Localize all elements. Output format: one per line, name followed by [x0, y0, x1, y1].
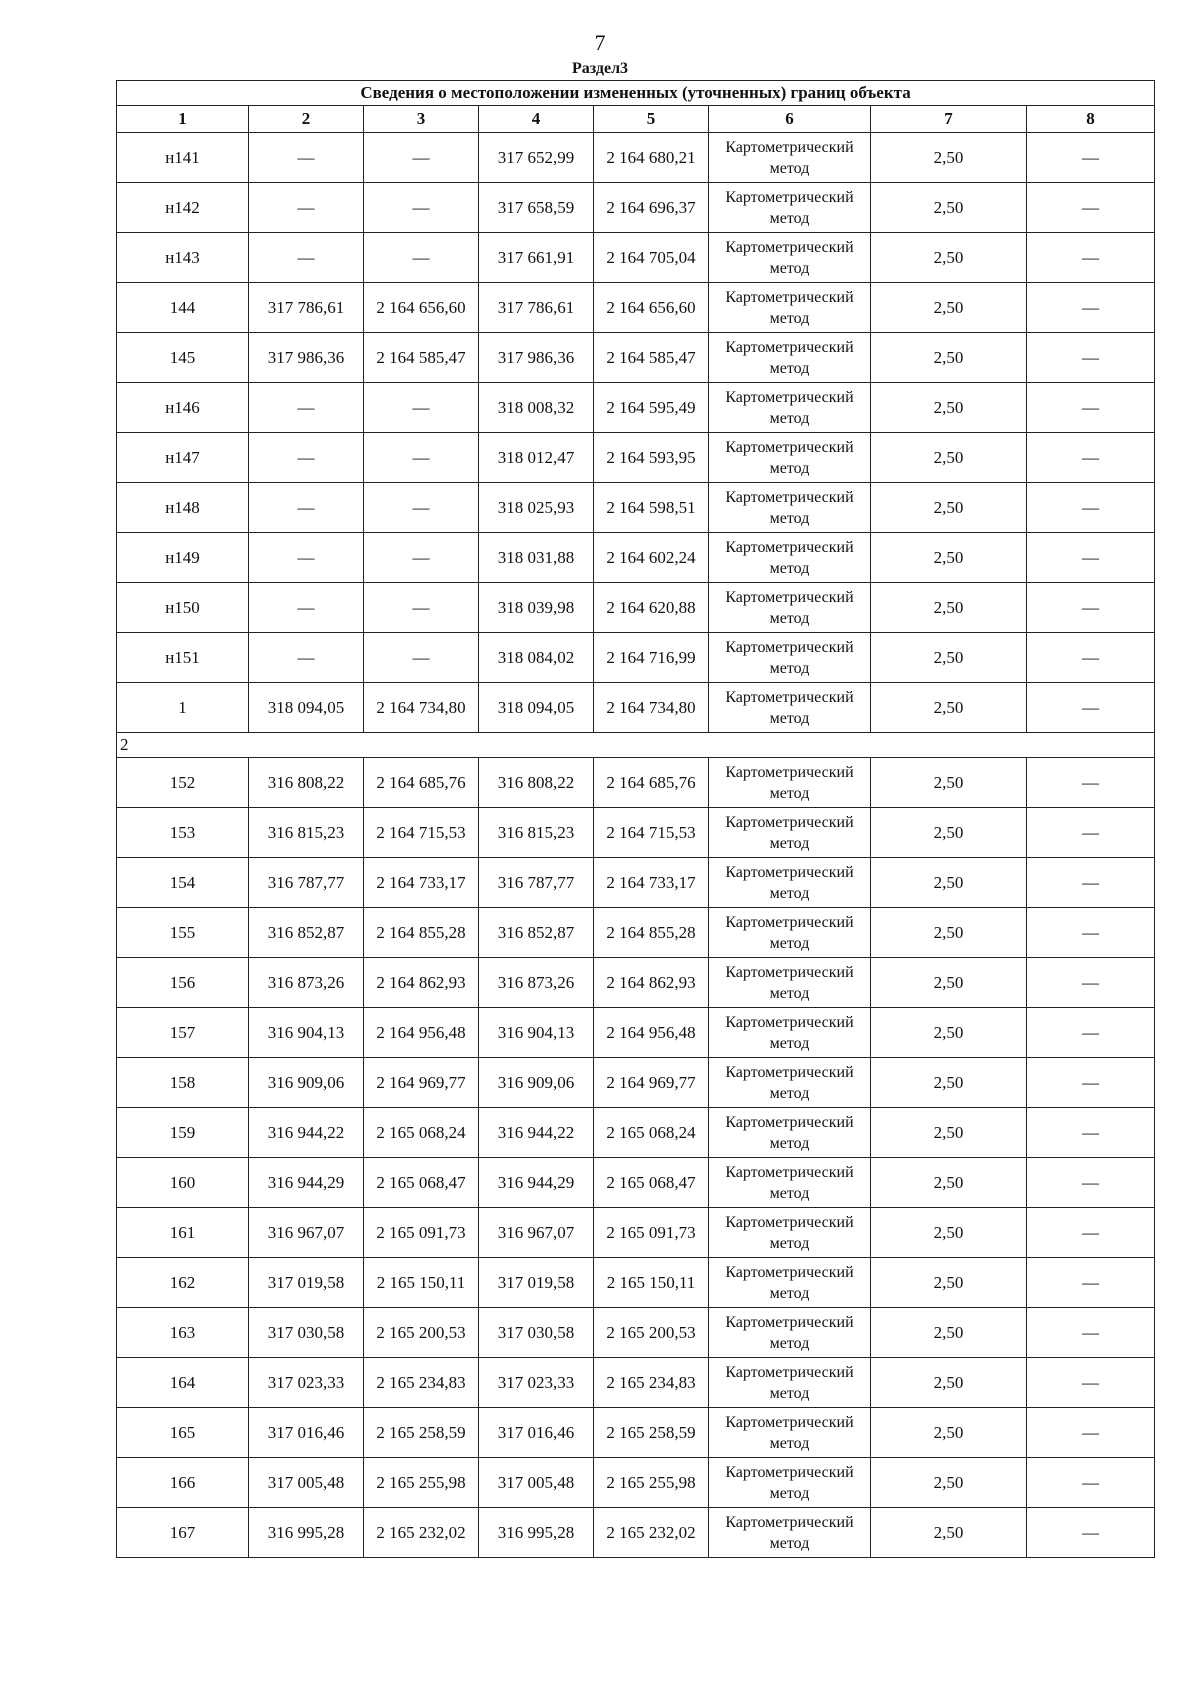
old-x-cell: 316 909,06: [249, 1058, 364, 1108]
description-cell: —: [1027, 533, 1155, 583]
method-cell: Картометрический метод: [709, 533, 871, 583]
method-cell: Картометрический метод: [709, 1008, 871, 1058]
new-x-cell: 316 815,23: [479, 808, 594, 858]
point-number-cell: 160: [117, 1158, 249, 1208]
method-cell: Картометрический метод: [709, 1458, 871, 1508]
description-cell: —: [1027, 1158, 1155, 1208]
method-cell: Картометрический метод: [709, 183, 871, 233]
point-number-cell: 1: [117, 683, 249, 733]
table-row: [117, 183, 1155, 233]
old-y-cell: 2 164 862,93: [364, 958, 479, 1008]
new-y-cell: 2 164 598,51: [594, 483, 709, 533]
method-cell: Картометрический метод: [709, 1358, 871, 1408]
table-row: [117, 1158, 1155, 1208]
description-cell: —: [1027, 1308, 1155, 1358]
table-row: [117, 333, 1155, 383]
group-separator-row: [117, 733, 1155, 758]
new-x-cell: 317 786,61: [479, 283, 594, 333]
method-cell: Картометрический метод: [709, 1058, 871, 1108]
point-number-cell: н142: [117, 183, 249, 233]
precision-cell: 2,50: [871, 1108, 1027, 1158]
table-row: [117, 1508, 1155, 1558]
old-x-cell: —: [249, 383, 364, 433]
method-cell: Картометрический метод: [709, 1208, 871, 1258]
table-row: [117, 858, 1155, 908]
old-x-cell: 316 904,13: [249, 1008, 364, 1058]
old-y-cell: 2 164 733,17: [364, 858, 479, 908]
description-cell: —: [1027, 1408, 1155, 1458]
description-cell: —: [1027, 1108, 1155, 1158]
precision-cell: 2,50: [871, 683, 1027, 733]
new-x-cell: 316 995,28: [479, 1508, 594, 1558]
description-cell: —: [1027, 1208, 1155, 1258]
old-y-cell: 2 165 068,47: [364, 1158, 479, 1208]
description-cell: —: [1027, 633, 1155, 683]
description-cell: —: [1027, 483, 1155, 533]
new-x-cell: 318 025,93: [479, 483, 594, 533]
table-row: [117, 1208, 1155, 1258]
old-x-cell: 317 016,46: [249, 1408, 364, 1458]
method-cell: Картометрический метод: [709, 958, 871, 1008]
precision-cell: 2,50: [871, 1308, 1027, 1358]
new-x-cell: 317 016,46: [479, 1408, 594, 1458]
precision-cell: 2,50: [871, 1508, 1027, 1558]
point-number-cell: н149: [117, 533, 249, 583]
table-row: [117, 633, 1155, 683]
precision-cell: 2,50: [871, 133, 1027, 183]
description-cell: —: [1027, 683, 1155, 733]
old-y-cell: 2 164 685,76: [364, 758, 479, 808]
table-row: [117, 383, 1155, 433]
old-x-cell: 316 873,26: [249, 958, 364, 1008]
old-x-cell: 318 094,05: [249, 683, 364, 733]
table-row: [117, 433, 1155, 483]
boundary-coordinates-table: [116, 80, 1155, 1558]
precision-cell: 2,50: [871, 583, 1027, 633]
new-x-cell: 316 967,07: [479, 1208, 594, 1258]
old-y-cell: 2 165 232,02: [364, 1508, 479, 1558]
old-y-cell: 2 165 234,83: [364, 1358, 479, 1408]
table-row: [117, 758, 1155, 808]
old-y-cell: 2 165 200,53: [364, 1308, 479, 1358]
new-y-cell: 2 164 862,93: [594, 958, 709, 1008]
description-cell: —: [1027, 583, 1155, 633]
old-y-cell: —: [364, 383, 479, 433]
precision-cell: 2,50: [871, 383, 1027, 433]
new-x-cell: 318 008,32: [479, 383, 594, 433]
point-number-cell: 154: [117, 858, 249, 908]
new-y-cell: 2 164 656,60: [594, 283, 709, 333]
description-cell: —: [1027, 908, 1155, 958]
method-cell: Картометрический метод: [709, 683, 871, 733]
precision-cell: 2,50: [871, 1208, 1027, 1258]
point-number-cell: н141: [117, 133, 249, 183]
point-number-cell: н143: [117, 233, 249, 283]
precision-cell: 2,50: [871, 1158, 1027, 1208]
precision-cell: 2,50: [871, 433, 1027, 483]
old-x-cell: 317 786,61: [249, 283, 364, 333]
description-cell: —: [1027, 233, 1155, 283]
new-x-cell: 316 944,22: [479, 1108, 594, 1158]
description-cell: —: [1027, 133, 1155, 183]
precision-cell: 2,50: [871, 958, 1027, 1008]
new-y-cell: 2 164 696,37: [594, 183, 709, 233]
point-number-cell: 162: [117, 1258, 249, 1308]
precision-cell: 2,50: [871, 1008, 1027, 1058]
new-y-cell: 2 164 969,77: [594, 1058, 709, 1108]
precision-cell: 2,50: [871, 333, 1027, 383]
old-x-cell: 316 967,07: [249, 1208, 364, 1258]
new-y-cell: 2 165 068,24: [594, 1108, 709, 1158]
description-cell: —: [1027, 1008, 1155, 1058]
precision-cell: 2,50: [871, 1058, 1027, 1108]
method-cell: Картометрический метод: [709, 1408, 871, 1458]
precision-cell: 2,50: [871, 1358, 1027, 1408]
old-y-cell: 2 165 150,11: [364, 1258, 479, 1308]
old-y-cell: —: [364, 133, 479, 183]
method-cell: Картометрический метод: [709, 808, 871, 858]
point-number-cell: 144: [117, 283, 249, 333]
description-cell: —: [1027, 758, 1155, 808]
old-x-cell: —: [249, 533, 364, 583]
new-y-cell: 2 164 733,17: [594, 858, 709, 908]
precision-cell: 2,50: [871, 908, 1027, 958]
method-cell: Картометрический метод: [709, 283, 871, 333]
table-row: [117, 133, 1155, 183]
old-x-cell: —: [249, 483, 364, 533]
old-y-cell: 2 164 855,28: [364, 908, 479, 958]
page-number: 7: [594, 30, 606, 55]
new-y-cell: 2 164 680,21: [594, 133, 709, 183]
precision-cell: 2,50: [871, 283, 1027, 333]
precision-cell: 2,50: [871, 183, 1027, 233]
new-x-cell: 316 808,22: [479, 758, 594, 808]
point-number-cell: 157: [117, 1008, 249, 1058]
point-number-cell: н148: [117, 483, 249, 533]
precision-cell: 2,50: [871, 533, 1027, 583]
new-y-cell: 2 165 255,98: [594, 1458, 709, 1508]
precision-cell: 2,50: [871, 1258, 1027, 1308]
description-cell: —: [1027, 858, 1155, 908]
new-x-cell: 318 031,88: [479, 533, 594, 583]
description-cell: —: [1027, 183, 1155, 233]
table-row: [117, 808, 1155, 858]
column-number: 6: [709, 106, 871, 133]
column-number: 4: [479, 106, 594, 133]
point-number-cell: 159: [117, 1108, 249, 1158]
old-x-cell: 317 986,36: [249, 333, 364, 383]
new-y-cell: 2 164 855,28: [594, 908, 709, 958]
new-x-cell: 318 039,98: [479, 583, 594, 633]
new-x-cell: 317 030,58: [479, 1308, 594, 1358]
old-x-cell: —: [249, 633, 364, 683]
new-y-cell: 2 164 685,76: [594, 758, 709, 808]
new-y-cell: 2 165 150,11: [594, 1258, 709, 1308]
new-y-cell: 2 165 068,47: [594, 1158, 709, 1208]
point-number-cell: 152: [117, 758, 249, 808]
new-x-cell: 317 658,59: [479, 183, 594, 233]
new-x-cell: 318 094,05: [479, 683, 594, 733]
new-x-cell: 317 652,99: [479, 133, 594, 183]
method-cell: Картометрический метод: [709, 908, 871, 958]
method-cell: Картометрический метод: [709, 633, 871, 683]
precision-cell: 2,50: [871, 858, 1027, 908]
old-y-cell: 2 164 956,48: [364, 1008, 479, 1058]
point-number-cell: 155: [117, 908, 249, 958]
method-cell: Картометрический метод: [709, 233, 871, 283]
table-row: [117, 283, 1155, 333]
description-cell: —: [1027, 433, 1155, 483]
old-x-cell: 317 030,58: [249, 1308, 364, 1358]
new-x-cell: 317 023,33: [479, 1358, 594, 1408]
point-number-cell: н146: [117, 383, 249, 433]
table-row: [117, 1008, 1155, 1058]
description-cell: —: [1027, 1258, 1155, 1308]
new-x-cell: 316 873,26: [479, 958, 594, 1008]
old-x-cell: —: [249, 433, 364, 483]
method-cell: Картометрический метод: [709, 383, 871, 433]
precision-cell: 2,50: [871, 758, 1027, 808]
new-y-cell: 2 164 620,88: [594, 583, 709, 633]
old-x-cell: 316 815,23: [249, 808, 364, 858]
table-row: [117, 483, 1155, 533]
point-number-cell: 163: [117, 1308, 249, 1358]
new-x-cell: 318 012,47: [479, 433, 594, 483]
method-cell: Картометрический метод: [709, 758, 871, 808]
precision-cell: 2,50: [871, 1458, 1027, 1508]
old-y-cell: —: [364, 533, 479, 583]
new-y-cell: 2 165 232,02: [594, 1508, 709, 1558]
point-number-cell: 166: [117, 1458, 249, 1508]
new-y-cell: 2 164 602,24: [594, 533, 709, 583]
old-y-cell: —: [364, 483, 479, 533]
table-body: [117, 133, 1155, 1558]
description-cell: —: [1027, 1358, 1155, 1408]
column-number: 5: [594, 106, 709, 133]
method-cell: Картометрический метод: [709, 1258, 871, 1308]
column-number: 8: [1027, 106, 1155, 133]
description-cell: —: [1027, 383, 1155, 433]
new-y-cell: 2 164 705,04: [594, 233, 709, 283]
method-cell: Картометрический метод: [709, 1508, 871, 1558]
point-number-cell: 164: [117, 1358, 249, 1408]
point-number-cell: 167: [117, 1508, 249, 1558]
new-x-cell: 316 852,87: [479, 908, 594, 958]
new-y-cell: 2 164 595,49: [594, 383, 709, 433]
point-number-cell: 161: [117, 1208, 249, 1258]
table-row: [117, 1108, 1155, 1158]
column-number: 3: [364, 106, 479, 133]
point-number-cell: н151: [117, 633, 249, 683]
old-y-cell: —: [364, 433, 479, 483]
table-row: [117, 908, 1155, 958]
table-caption: Сведения о местоположении измененных (уточненных) границ объекта: [117, 81, 1155, 106]
table-row: [117, 583, 1155, 633]
column-number: 2: [249, 106, 364, 133]
method-cell: Картометрический метод: [709, 483, 871, 533]
old-x-cell: 317 023,33: [249, 1358, 364, 1408]
method-cell: Картометрический метод: [709, 858, 871, 908]
table-row: [117, 958, 1155, 1008]
method-cell: Картометрический метод: [709, 1158, 871, 1208]
old-x-cell: —: [249, 183, 364, 233]
new-x-cell: 316 909,06: [479, 1058, 594, 1108]
table-row: [117, 533, 1155, 583]
point-number-cell: 158: [117, 1058, 249, 1108]
table-row: [117, 233, 1155, 283]
old-x-cell: 316 852,87: [249, 908, 364, 958]
new-y-cell: 2 165 200,53: [594, 1308, 709, 1358]
column-number: 7: [871, 106, 1027, 133]
method-cell: Картометрический метод: [709, 433, 871, 483]
description-cell: —: [1027, 1508, 1155, 1558]
old-x-cell: 317 005,48: [249, 1458, 364, 1508]
old-x-cell: 316 944,22: [249, 1108, 364, 1158]
new-x-cell: 318 084,02: [479, 633, 594, 683]
new-x-cell: 317 661,91: [479, 233, 594, 283]
precision-cell: 2,50: [871, 1408, 1027, 1458]
table-row: [117, 1408, 1155, 1458]
method-cell: Картометрический метод: [709, 1108, 871, 1158]
new-x-cell: 316 904,13: [479, 1008, 594, 1058]
description-cell: —: [1027, 283, 1155, 333]
point-number-cell: 153: [117, 808, 249, 858]
old-y-cell: 2 165 255,98: [364, 1458, 479, 1508]
new-x-cell: 317 019,58: [479, 1258, 594, 1308]
precision-cell: 2,50: [871, 233, 1027, 283]
old-x-cell: 317 019,58: [249, 1258, 364, 1308]
precision-cell: 2,50: [871, 633, 1027, 683]
new-x-cell: 317 005,48: [479, 1458, 594, 1508]
old-x-cell: —: [249, 233, 364, 283]
new-y-cell: 2 164 956,48: [594, 1008, 709, 1058]
table-row: [117, 1358, 1155, 1408]
description-cell: —: [1027, 958, 1155, 1008]
old-y-cell: 2 165 258,59: [364, 1408, 479, 1458]
table-row: [117, 683, 1155, 733]
old-x-cell: 316 808,22: [249, 758, 364, 808]
old-x-cell: 316 944,29: [249, 1158, 364, 1208]
description-cell: —: [1027, 1058, 1155, 1108]
precision-cell: 2,50: [871, 483, 1027, 533]
new-y-cell: 2 165 234,83: [594, 1358, 709, 1408]
new-y-cell: 2 164 716,99: [594, 633, 709, 683]
old-x-cell: 316 995,28: [249, 1508, 364, 1558]
new-y-cell: 2 164 734,80: [594, 683, 709, 733]
group-label: 2: [117, 733, 1155, 758]
point-number-cell: н147: [117, 433, 249, 483]
new-y-cell: 2 165 091,73: [594, 1208, 709, 1258]
column-number: 1: [117, 106, 249, 133]
new-x-cell: 316 944,29: [479, 1158, 594, 1208]
section-title: Раздел3: [571, 60, 629, 77]
old-x-cell: —: [249, 133, 364, 183]
table-row: [117, 1058, 1155, 1108]
old-y-cell: 2 165 091,73: [364, 1208, 479, 1258]
precision-cell: 2,50: [871, 808, 1027, 858]
table-row: [117, 1308, 1155, 1358]
old-y-cell: —: [364, 583, 479, 633]
description-cell: —: [1027, 1458, 1155, 1508]
new-x-cell: 317 986,36: [479, 333, 594, 383]
new-y-cell: 2 164 715,53: [594, 808, 709, 858]
old-y-cell: 2 164 969,77: [364, 1058, 479, 1108]
old-y-cell: 2 165 068,24: [364, 1108, 479, 1158]
old-x-cell: 316 787,77: [249, 858, 364, 908]
table-row: [117, 1458, 1155, 1508]
new-y-cell: 2 164 593,95: [594, 433, 709, 483]
old-y-cell: 2 164 734,80: [364, 683, 479, 733]
new-y-cell: 2 164 585,47: [594, 333, 709, 383]
old-y-cell: 2 164 715,53: [364, 808, 479, 858]
method-cell: Картометрический метод: [709, 133, 871, 183]
old-y-cell: 2 164 585,47: [364, 333, 479, 383]
new-y-cell: 2 165 258,59: [594, 1408, 709, 1458]
old-y-cell: —: [364, 183, 479, 233]
table-row: [117, 1258, 1155, 1308]
new-x-cell: 316 787,77: [479, 858, 594, 908]
column-number-row: [117, 106, 1155, 133]
old-y-cell: —: [364, 633, 479, 683]
point-number-cell: 156: [117, 958, 249, 1008]
method-cell: Картометрический метод: [709, 333, 871, 383]
point-number-cell: н150: [117, 583, 249, 633]
method-cell: Картометрический метод: [709, 583, 871, 633]
description-cell: —: [1027, 333, 1155, 383]
point-number-cell: 145: [117, 333, 249, 383]
description-cell: —: [1027, 808, 1155, 858]
old-y-cell: —: [364, 233, 479, 283]
old-x-cell: —: [249, 583, 364, 633]
point-number-cell: 165: [117, 1408, 249, 1458]
old-y-cell: 2 164 656,60: [364, 283, 479, 333]
method-cell: Картометрический метод: [709, 1308, 871, 1358]
